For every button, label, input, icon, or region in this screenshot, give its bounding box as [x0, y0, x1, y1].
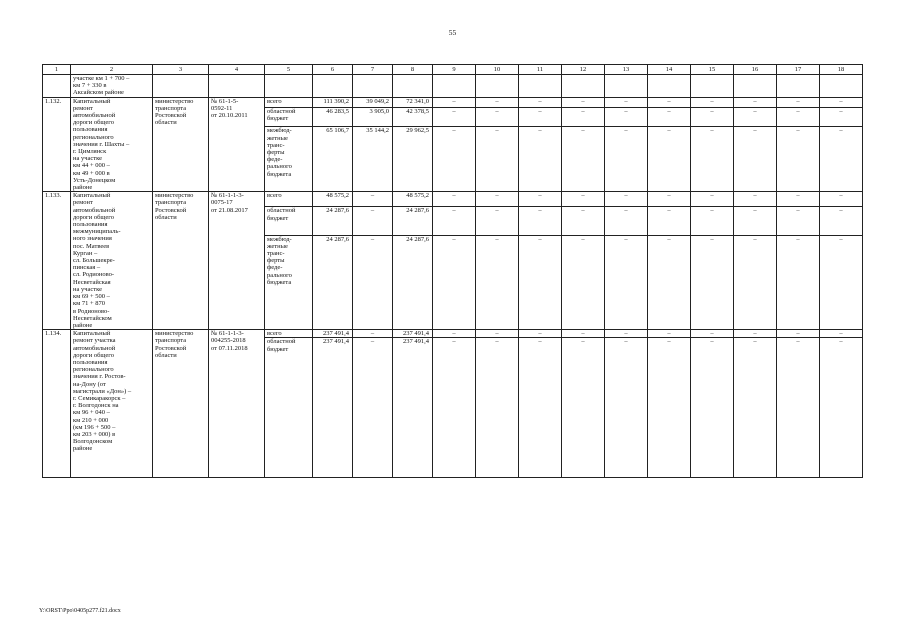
- dash-cell: –: [777, 107, 820, 126]
- object-name: участке км 1 + 700 – км 7 + 330 в Аксайском районе: [71, 75, 153, 98]
- dash-cell: –: [777, 127, 820, 192]
- table-row: [43, 330, 863, 338]
- customer: министерство транспорта Ростовской области: [153, 97, 209, 192]
- dash-cell: –: [820, 107, 863, 126]
- dash-cell: –: [648, 330, 691, 338]
- dash-cell: –: [820, 235, 863, 330]
- dash-cell: –: [519, 207, 562, 235]
- funding-source: областной бюджет: [265, 107, 313, 126]
- dash-cell: –: [734, 330, 777, 338]
- dash-cell: –: [691, 330, 734, 338]
- dash-cell: –: [562, 330, 605, 338]
- expertise-doc: № 61-1-5- 0592-11 от 20.10.2011: [209, 97, 265, 192]
- customer: министерство транспорта Ростовской области: [153, 192, 209, 330]
- dash-cell: –: [562, 107, 605, 126]
- value-col8: 72 341,0: [393, 97, 433, 107]
- value-col7: –: [353, 235, 393, 330]
- dash-cell: –: [648, 127, 691, 192]
- investment-table: [42, 64, 863, 478]
- dash-cell: –: [648, 338, 691, 478]
- value-col7: 3 905,0: [353, 107, 393, 126]
- dash-cell: –: [605, 97, 648, 107]
- value-col7: 35 144,2: [353, 127, 393, 192]
- dash-cell: –: [691, 107, 734, 126]
- column-header: 13: [605, 65, 648, 75]
- total-value: 237 491,4: [313, 330, 353, 338]
- table-row: [43, 192, 863, 207]
- value-col7: –: [353, 192, 393, 207]
- dash-cell: –: [648, 107, 691, 126]
- dash-cell: –: [648, 97, 691, 107]
- dash-cell: –: [562, 235, 605, 330]
- funding-source: всего: [265, 330, 313, 338]
- dash-cell: –: [691, 97, 734, 107]
- dash-cell: –: [777, 338, 820, 478]
- dash-cell: –: [820, 207, 863, 235]
- dash-cell: –: [648, 207, 691, 235]
- dash-cell: –: [605, 127, 648, 192]
- dash-cell: –: [433, 107, 476, 126]
- dash-cell: –: [820, 338, 863, 478]
- funding-source: межбюд- жетные транс- ферты феде- рального бюджета: [265, 127, 313, 192]
- column-header: 5: [265, 65, 313, 75]
- dash-cell: –: [605, 338, 648, 478]
- dash-cell: –: [734, 97, 777, 107]
- dash-cell: –: [433, 330, 476, 338]
- dash-cell: –: [562, 127, 605, 192]
- column-header: 12: [562, 65, 605, 75]
- dash-cell: –: [476, 192, 519, 207]
- column-header: 15: [691, 65, 734, 75]
- total-value: 24 287,6: [313, 207, 353, 235]
- column-header: 9: [433, 65, 476, 75]
- value-col8: 237 491,4: [393, 330, 433, 338]
- column-header: 17: [777, 65, 820, 75]
- dash-cell: –: [433, 127, 476, 192]
- file-path-footer: Y:\ORST\Ppo\0405p277.f21.docx: [39, 608, 121, 614]
- dash-cell: –: [734, 127, 777, 192]
- dash-cell: –: [519, 330, 562, 338]
- row-number: 1.134.: [43, 330, 71, 478]
- dash-cell: –: [433, 235, 476, 330]
- value-col8: 42 378,5: [393, 107, 433, 126]
- funding-source: областной бюджет: [265, 338, 313, 478]
- dash-cell: –: [777, 330, 820, 338]
- dash-cell: –: [777, 192, 820, 207]
- dash-cell: –: [820, 330, 863, 338]
- column-header: 16: [734, 65, 777, 75]
- column-header: 3: [153, 65, 209, 75]
- dash-cell: –: [562, 192, 605, 207]
- column-header: 11: [519, 65, 562, 75]
- column-header: 14: [648, 65, 691, 75]
- dash-cell: –: [519, 338, 562, 478]
- dash-cell: –: [820, 127, 863, 192]
- dash-cell: –: [433, 338, 476, 478]
- dash-cell: –: [476, 235, 519, 330]
- value-col7: –: [353, 330, 393, 338]
- dash-cell: –: [734, 192, 777, 207]
- dash-cell: –: [691, 235, 734, 330]
- dash-cell: –: [605, 107, 648, 126]
- total-value: 46 283,5: [313, 107, 353, 126]
- dash-cell: –: [519, 192, 562, 207]
- value-col7: 39 049,2: [353, 97, 393, 107]
- value-col8: 237 491,4: [393, 338, 433, 478]
- dash-cell: –: [519, 235, 562, 330]
- dash-cell: –: [562, 97, 605, 107]
- dash-cell: –: [605, 330, 648, 338]
- dash-cell: –: [777, 207, 820, 235]
- page-number: 55: [448, 28, 457, 37]
- object-name: Капитальный ремонт участка автомобильной дороги общего пользования регионального значения г. Ростов- на-Дону (от магистрали «Дон») – г. Семикаракорск – г. Волгодонск на км 96 + 040 – км 210 + 000 (км 196 + 500 – км 203 + 000) в Волгодонском районе: [71, 330, 153, 478]
- dash-cell: –: [820, 192, 863, 207]
- total-value: 237 491,4: [313, 338, 353, 478]
- dash-cell: –: [476, 338, 519, 478]
- dash-cell: –: [605, 235, 648, 330]
- column-header: 1: [43, 65, 71, 75]
- dash-cell: –: [562, 338, 605, 478]
- column-header: 4: [209, 65, 265, 75]
- dash-cell: –: [648, 235, 691, 330]
- column-header: 6: [313, 65, 353, 75]
- dash-cell: –: [476, 127, 519, 192]
- row-number: 1.132.: [43, 97, 71, 192]
- column-header: 7: [353, 65, 393, 75]
- column-header: 8: [393, 65, 433, 75]
- dash-cell: –: [691, 207, 734, 235]
- dash-cell: –: [476, 107, 519, 126]
- expertise-doc: № 61-1-1-3- 004255-2018 от 07.11.2018: [209, 330, 265, 478]
- row-number: 1.133.: [43, 192, 71, 330]
- total-value: 111 390,2: [313, 97, 353, 107]
- dash-cell: –: [433, 192, 476, 207]
- dash-cell: –: [734, 207, 777, 235]
- value-col7: –: [353, 207, 393, 235]
- object-name: Капитальный ремонт автомобильной дороги общего пользования межмуниципаль- ного значения пос. Матвеев Курган – сл. Большекре- пинская – сл. Родионово- Несветайская на участке км 69 + 500 – км 71 + 870 в Родионово- Несветайском районе: [71, 192, 153, 330]
- column-header: 2: [71, 65, 153, 75]
- dash-cell: –: [820, 97, 863, 107]
- funding-source: всего: [265, 192, 313, 207]
- customer: министерство транспорта Ростовской области: [153, 330, 209, 478]
- funding-source: межбюд- жетные транс- ферты феде- рального бюджета: [265, 235, 313, 330]
- dash-cell: –: [605, 192, 648, 207]
- dash-cell: –: [433, 207, 476, 235]
- dash-cell: –: [648, 192, 691, 207]
- continuation-row: [43, 75, 863, 98]
- total-value: 48 575,2: [313, 192, 353, 207]
- dash-cell: –: [433, 97, 476, 107]
- value-col8: 29 962,5: [393, 127, 433, 192]
- expertise-doc: № 61-1-1-3- 0075-17 от 21.08.2017: [209, 192, 265, 330]
- dash-cell: –: [562, 207, 605, 235]
- value-col8: 24 287,6: [393, 207, 433, 235]
- value-col8: 24 287,6: [393, 235, 433, 330]
- dash-cell: –: [734, 107, 777, 126]
- dash-cell: –: [691, 192, 734, 207]
- dash-cell: –: [519, 107, 562, 126]
- dash-cell: –: [519, 127, 562, 192]
- dash-cell: –: [777, 97, 820, 107]
- object-name: Капитальный ремонт автомобильной дороги общего пользования регионального значения г. Шахты – г. Цимлянск на участке км 44 + 000 – км 49 + 000 в Усть-Донецком районе: [71, 97, 153, 192]
- funding-source: всего: [265, 97, 313, 107]
- table-row: [43, 97, 863, 107]
- dash-cell: –: [476, 330, 519, 338]
- value-col7: –: [353, 338, 393, 478]
- dash-cell: –: [777, 235, 820, 330]
- column-header: 18: [820, 65, 863, 75]
- dash-cell: –: [519, 97, 562, 107]
- dash-cell: –: [476, 97, 519, 107]
- dash-cell: –: [691, 127, 734, 192]
- column-header: 10: [476, 65, 519, 75]
- dash-cell: –: [476, 207, 519, 235]
- dash-cell: –: [605, 207, 648, 235]
- funding-source: областной бюджет: [265, 207, 313, 235]
- value-col8: 48 575,2: [393, 192, 433, 207]
- total-value: 24 287,6: [313, 235, 353, 330]
- total-value: 65 106,7: [313, 127, 353, 192]
- header-row: [43, 65, 863, 75]
- dash-cell: –: [691, 338, 734, 478]
- dash-cell: –: [734, 235, 777, 330]
- dash-cell: –: [734, 338, 777, 478]
